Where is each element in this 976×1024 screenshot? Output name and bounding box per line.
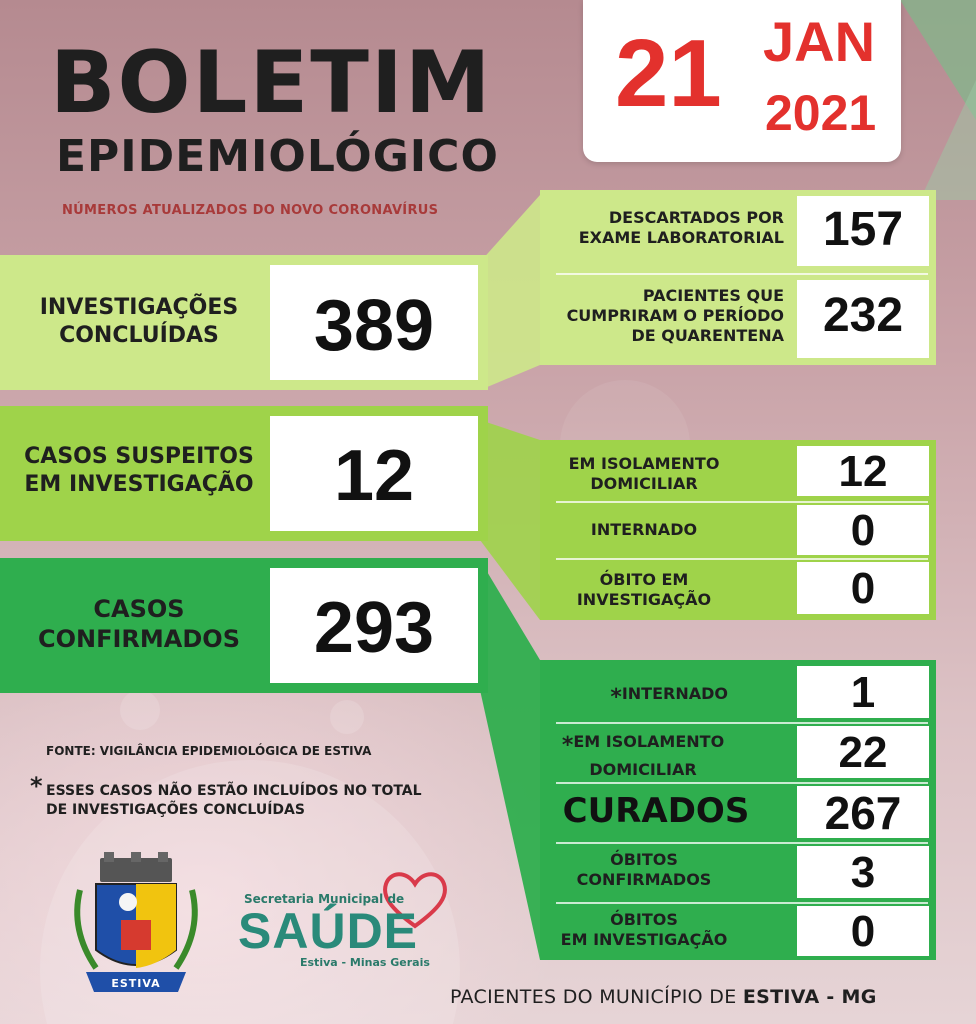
confirmados-internado-label: [548, 684, 728, 712]
quarentena-label: [548, 286, 784, 346]
quarentena-value: 232: [797, 280, 929, 358]
quarentena-label-line2: CUMPRIRAM O PERÍODO: [566, 306, 784, 325]
confirmados-label-line1: CASOS: [93, 595, 185, 623]
municipality-footer: [450, 986, 877, 1008]
confirmados-internado-label-line1: INTERNADO: [621, 684, 728, 703]
bulletin-title: BOLETIM: [50, 33, 493, 133]
date-month: JAN: [763, 10, 876, 73]
descartados-value: 157: [797, 196, 929, 266]
confirmados-isolamento-label: [548, 732, 738, 780]
row-divider: [556, 902, 928, 904]
row-divider: [556, 501, 928, 503]
curados-value: 267: [797, 786, 929, 838]
row-divider: [556, 782, 928, 784]
obitos-investigacao-label: [548, 910, 740, 950]
exclusion-note: [46, 782, 422, 820]
confirmados-internado-value: 1: [797, 666, 929, 718]
suspeitos-isolamento-value: 12: [797, 446, 929, 496]
obitos-confirmados-label-line2: CONFIRMADOS: [576, 870, 712, 889]
suspeitos-obito-label-line1: ÓBITO EM: [599, 570, 689, 589]
confirmados-label: [8, 594, 270, 654]
date-year: 2021: [765, 85, 877, 141]
source-note: FONTE: VIGILÂNCIA EPIDEMIOLÓGICA DE ESTIVA: [46, 744, 372, 758]
obitos-confirmados-label-line1: ÓBITOS: [610, 850, 678, 869]
confirmados-isolamento-value: 22: [797, 726, 929, 778]
obitos-investigacao-label-line1: ÓBITOS: [610, 910, 678, 929]
date-day: 21: [615, 20, 722, 127]
obitos-investigacao-value: 0: [797, 906, 929, 956]
investigacoes-label-line1: INVESTIGAÇÕES: [39, 295, 239, 320]
suspeitos-internado-value: 0: [797, 505, 929, 555]
investigacoes-label: [14, 294, 264, 349]
curados-label: CURADOS: [562, 791, 750, 831]
row-divider: [556, 273, 928, 275]
confirmados-label-line2: CONFIRMADOS: [38, 625, 240, 653]
suspeitos-internado-label: [548, 520, 740, 540]
asterisk-mark: *: [30, 772, 43, 800]
suspeitos-isolamento-label: [548, 454, 740, 494]
confirmados-isolamento-label-line1: EM ISOLAMENTO: [573, 732, 725, 751]
investigacoes-label-line2: CONCLUÍDAS: [59, 322, 219, 348]
suspeitos-isolamento-label-line2: DOMICILIAR: [590, 474, 698, 493]
suspeitos-value: 12: [333, 436, 415, 516]
obitos-confirmados-label: [548, 850, 740, 890]
saude-logo-bottom: Estiva - Minas Gerais: [300, 956, 430, 969]
saude-logo-main: SAÚDE: [238, 903, 419, 959]
row-divider: [556, 842, 928, 844]
suspeitos-obito-label: [548, 570, 740, 610]
suspeitos-isolamento-label-line1: EM ISOLAMENTO: [568, 454, 720, 473]
obitos-confirmados-value: 3: [797, 846, 929, 898]
footer-prefix: PACIENTES DO MUNICÍPIO DE: [450, 986, 743, 1008]
suspeitos-obito-label-line2: INVESTIGAÇÃO: [576, 590, 712, 609]
exclusion-note-line1: ESSES CASOS NÃO ESTÃO INCLUÍDOS NO TOTAL: [46, 783, 422, 799]
suspeitos-label-line1: CASOS SUSPEITOS: [24, 444, 254, 469]
suspeitos-obito-value: 0: [797, 562, 929, 614]
confirmados-isolamento-label-line2: DOMICILIAR: [589, 759, 697, 779]
investigacoes-value: 389: [313, 286, 435, 366]
quarentena-label-line3: DE QUARENTENA: [631, 326, 784, 345]
confirmados-value: 293: [313, 588, 435, 668]
crest-banner-text: ESTIVA: [111, 977, 161, 990]
suspeitos-internado-label-line1: INTERNADO: [590, 520, 698, 539]
asterisk-mark: *: [610, 685, 622, 710]
obitos-investigacao-label-line2: EM INVESTIGAÇÃO: [560, 930, 728, 949]
descartados-label-line2: EXAME LABORATORIAL: [578, 228, 784, 247]
exclusion-note-line2: DE INVESTIGAÇÕES CONCLUÍDAS: [46, 801, 305, 818]
row-divider: [556, 722, 928, 724]
quarentena-label-line1: PACIENTES QUE: [642, 286, 784, 305]
suspeitos-label-line2: EM INVESTIGAÇÃO: [24, 471, 254, 497]
descartados-label: [548, 208, 784, 248]
footer-city: ESTIVA: [742, 986, 820, 1008]
bulletin-tagline: NÚMEROS ATUALIZADOS DO NOVO CORONAVÍRUS: [62, 203, 439, 218]
bulletin-subtitle: EPIDEMIOLÓGICO: [56, 131, 499, 182]
footer-suffix: - MG: [819, 986, 877, 1008]
row-divider: [556, 558, 928, 560]
saude-logo-top: Secretaria Municipal de: [244, 892, 405, 906]
asterisk-mark: *: [561, 733, 574, 758]
suspeitos-label: [8, 443, 270, 498]
descartados-label-line1: DESCARTADOS POR: [608, 208, 784, 227]
